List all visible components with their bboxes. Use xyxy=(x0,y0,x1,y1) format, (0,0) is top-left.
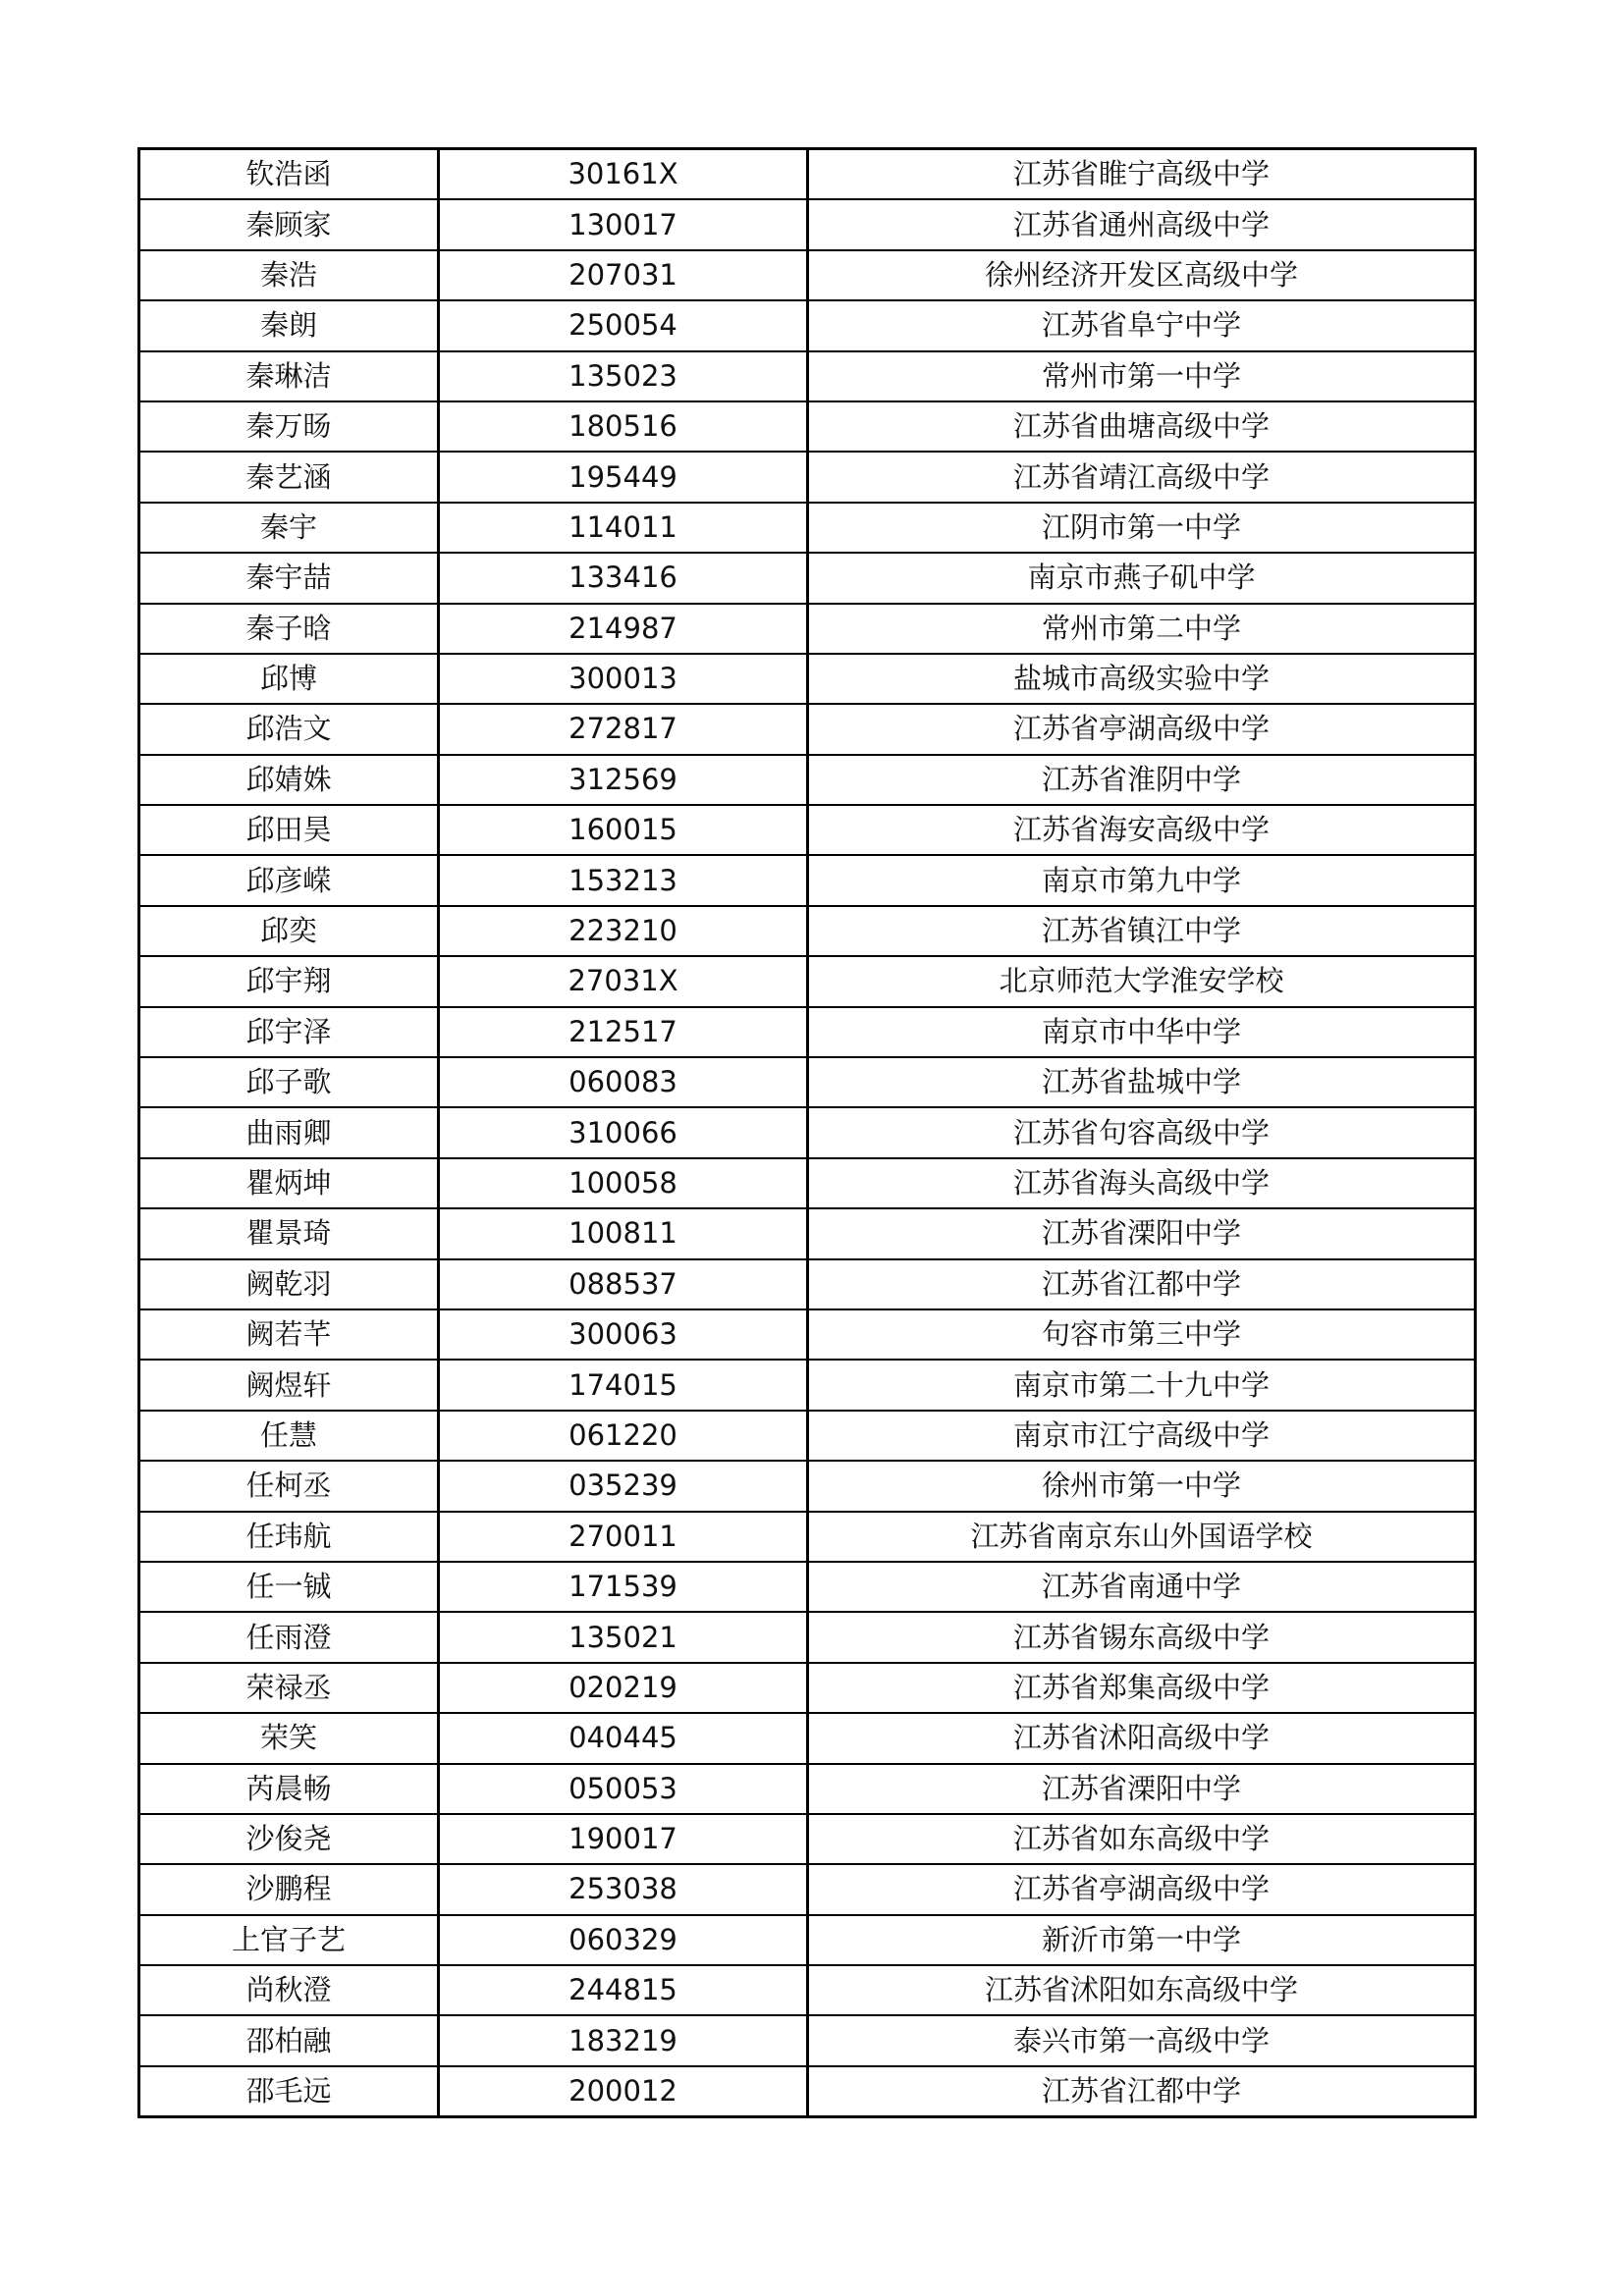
student-id-cell: 250054 xyxy=(439,300,808,350)
student-id-cell: 30161X xyxy=(439,149,808,200)
student-id-cell: 253038 xyxy=(439,1864,808,1914)
student-name-cell: 尚秋澄 xyxy=(139,1965,439,2015)
student-id-cell: 174015 xyxy=(439,1360,808,1410)
school-cell: 江苏省南京东山外国语学校 xyxy=(808,1512,1476,1562)
school-cell: 江苏省锡东高级中学 xyxy=(808,1612,1476,1662)
table-row xyxy=(139,1965,1476,2015)
table-row xyxy=(139,250,1476,300)
student-name-cell: 曲雨卿 xyxy=(139,1107,439,1157)
school-cell: 盐城市高级实验中学 xyxy=(808,654,1476,704)
student-id-cell: 114011 xyxy=(439,503,808,553)
student-name-cell: 邱婧姝 xyxy=(139,755,439,805)
student-id-cell: 100811 xyxy=(439,1208,808,1258)
student-id-cell: 310066 xyxy=(439,1107,808,1157)
school-cell: 江阴市第一中学 xyxy=(808,503,1476,553)
table-row xyxy=(139,1915,1476,1965)
student-id-cell: 195449 xyxy=(439,452,808,502)
school-cell: 江苏省镇江中学 xyxy=(808,906,1476,956)
student-id-cell: 207031 xyxy=(439,250,808,300)
school-cell: 江苏省靖江高级中学 xyxy=(808,452,1476,502)
table-row xyxy=(139,1612,1476,1662)
student-id-cell: 133416 xyxy=(439,553,808,603)
school-cell: 江苏省江都中学 xyxy=(808,1259,1476,1309)
school-cell: 江苏省南通中学 xyxy=(808,1562,1476,1612)
school-cell: 泰兴市第一高级中学 xyxy=(808,2015,1476,2065)
table-row xyxy=(139,654,1476,704)
table-row xyxy=(139,553,1476,603)
student-name-cell: 秦子晗 xyxy=(139,604,439,654)
student-id-cell: 200012 xyxy=(439,2066,808,2117)
student-name-cell: 邱浩文 xyxy=(139,704,439,754)
student-id-cell: 171539 xyxy=(439,1562,808,1612)
school-cell: 徐州经济开发区高级中学 xyxy=(808,250,1476,300)
school-cell: 江苏省句容高级中学 xyxy=(808,1107,1476,1157)
student-name-cell: 任慧 xyxy=(139,1411,439,1461)
student-name-cell: 秦琳洁 xyxy=(139,351,439,401)
student-name-cell: 秦宇 xyxy=(139,503,439,553)
school-cell: 江苏省盐城中学 xyxy=(808,1057,1476,1107)
table-row xyxy=(139,704,1476,754)
table-row xyxy=(139,1259,1476,1309)
table-row xyxy=(139,1663,1476,1713)
student-name-cell: 邱彦嵘 xyxy=(139,855,439,905)
student-name-cell: 任玮航 xyxy=(139,1512,439,1562)
school-cell: 南京市第二十九中学 xyxy=(808,1360,1476,1410)
student-id-cell: 300063 xyxy=(439,1309,808,1360)
table-row xyxy=(139,1411,1476,1461)
school-cell: 江苏省通州高级中学 xyxy=(808,199,1476,249)
student-id-cell: 130017 xyxy=(439,199,808,249)
student-name-cell: 秦顾家 xyxy=(139,199,439,249)
table-row xyxy=(139,1864,1476,1914)
student-id-cell: 060329 xyxy=(439,1915,808,1965)
table-row xyxy=(139,351,1476,401)
student-name-cell: 任柯丞 xyxy=(139,1461,439,1511)
student-name-cell: 秦宇喆 xyxy=(139,553,439,603)
school-cell: 南京市江宁高级中学 xyxy=(808,1411,1476,1461)
table-row xyxy=(139,1309,1476,1360)
table-row xyxy=(139,855,1476,905)
student-name-cell: 秦浩 xyxy=(139,250,439,300)
school-cell: 新沂市第一中学 xyxy=(808,1915,1476,1965)
table-row xyxy=(139,755,1476,805)
student-id-cell: 088537 xyxy=(439,1259,808,1309)
student-roster-table xyxy=(137,147,1477,2118)
table-row xyxy=(139,300,1476,350)
table-row xyxy=(139,452,1476,502)
table-row xyxy=(139,2066,1476,2117)
school-cell: 江苏省溧阳中学 xyxy=(808,1208,1476,1258)
student-name-cell: 荣笑 xyxy=(139,1713,439,1763)
school-cell: 江苏省睢宁高级中学 xyxy=(808,149,1476,200)
school-cell: 句容市第三中学 xyxy=(808,1309,1476,1360)
school-cell: 江苏省溧阳中学 xyxy=(808,1764,1476,1814)
student-id-cell: 153213 xyxy=(439,855,808,905)
student-name-cell: 阙若芊 xyxy=(139,1309,439,1360)
school-cell: 南京市燕子矶中学 xyxy=(808,553,1476,603)
student-id-cell: 100058 xyxy=(439,1158,808,1208)
student-name-cell: 沙俊尧 xyxy=(139,1814,439,1864)
student-id-cell: 244815 xyxy=(439,1965,808,2015)
school-cell: 徐州市第一中学 xyxy=(808,1461,1476,1511)
school-cell: 南京市第九中学 xyxy=(808,855,1476,905)
school-cell: 江苏省沭阳如东高级中学 xyxy=(808,1965,1476,2015)
student-id-cell: 214987 xyxy=(439,604,808,654)
school-cell: 常州市第二中学 xyxy=(808,604,1476,654)
student-id-cell: 180516 xyxy=(439,401,808,452)
table-row xyxy=(139,805,1476,855)
table-row xyxy=(139,1512,1476,1562)
student-id-cell: 050053 xyxy=(439,1764,808,1814)
table-row xyxy=(139,1713,1476,1763)
student-id-cell: 272817 xyxy=(439,704,808,754)
school-cell: 南京市中华中学 xyxy=(808,1007,1476,1057)
student-id-cell: 300013 xyxy=(439,654,808,704)
student-name-cell: 沙鹏程 xyxy=(139,1864,439,1914)
student-name-cell: 邱奕 xyxy=(139,906,439,956)
table-row xyxy=(139,1007,1476,1057)
student-name-cell: 上官子艺 xyxy=(139,1915,439,1965)
table-row xyxy=(139,1360,1476,1410)
student-id-cell: 040445 xyxy=(439,1713,808,1763)
student-name-cell: 邵毛远 xyxy=(139,2066,439,2117)
school-cell: 江苏省郑集高级中学 xyxy=(808,1663,1476,1713)
student-id-cell: 135021 xyxy=(439,1612,808,1662)
table-row xyxy=(139,1461,1476,1511)
school-cell: 北京师范大学淮安学校 xyxy=(808,956,1476,1006)
table-row xyxy=(139,401,1476,452)
table-row xyxy=(139,604,1476,654)
school-cell: 江苏省如东高级中学 xyxy=(808,1814,1476,1864)
student-name-cell: 荣禄丞 xyxy=(139,1663,439,1713)
student-name-cell: 秦艺涵 xyxy=(139,452,439,502)
table-row xyxy=(139,1562,1476,1612)
student-name-cell: 钦浩函 xyxy=(139,149,439,200)
student-id-cell: 035239 xyxy=(439,1461,808,1511)
school-cell: 江苏省亭湖高级中学 xyxy=(808,704,1476,754)
student-name-cell: 秦万旸 xyxy=(139,401,439,452)
student-id-cell: 270011 xyxy=(439,1512,808,1562)
student-name-cell: 邵柏融 xyxy=(139,2015,439,2065)
table-row xyxy=(139,1208,1476,1258)
student-id-cell: 212517 xyxy=(439,1007,808,1057)
student-name-cell: 秦朗 xyxy=(139,300,439,350)
school-cell: 江苏省亭湖高级中学 xyxy=(808,1864,1476,1914)
school-cell: 江苏省海头高级中学 xyxy=(808,1158,1476,1208)
student-id-cell: 183219 xyxy=(439,2015,808,2065)
roster-table-body xyxy=(139,149,1476,2117)
student-name-cell: 阙乾羽 xyxy=(139,1259,439,1309)
table-row xyxy=(139,1107,1476,1157)
table-row xyxy=(139,199,1476,249)
table-row xyxy=(139,149,1476,200)
table-row xyxy=(139,2015,1476,2065)
student-name-cell: 芮晨畅 xyxy=(139,1764,439,1814)
student-name-cell: 任一铖 xyxy=(139,1562,439,1612)
school-cell: 江苏省沭阳高级中学 xyxy=(808,1713,1476,1763)
student-id-cell: 135023 xyxy=(439,351,808,401)
school-cell: 江苏省阜宁中学 xyxy=(808,300,1476,350)
student-id-cell: 312569 xyxy=(439,755,808,805)
student-id-cell: 223210 xyxy=(439,906,808,956)
student-name-cell: 邱子歌 xyxy=(139,1057,439,1107)
table-row xyxy=(139,1057,1476,1107)
student-name-cell: 任雨澄 xyxy=(139,1612,439,1662)
student-name-cell: 瞿景琦 xyxy=(139,1208,439,1258)
school-cell: 江苏省海安高级中学 xyxy=(808,805,1476,855)
student-name-cell: 瞿炳坤 xyxy=(139,1158,439,1208)
table-row xyxy=(139,1158,1476,1208)
student-id-cell: 061220 xyxy=(439,1411,808,1461)
student-id-cell: 190017 xyxy=(439,1814,808,1864)
school-cell: 江苏省江都中学 xyxy=(1041,2074,1241,2109)
table-row xyxy=(139,503,1476,553)
student-name-cell: 邱宇泽 xyxy=(139,1007,439,1057)
table-row xyxy=(139,956,1476,1006)
student-name-cell: 邱博 xyxy=(139,654,439,704)
school-cell: 常州市第一中学 xyxy=(808,351,1476,401)
student-name-cell: 阙煜轩 xyxy=(139,1360,439,1410)
table-row xyxy=(139,906,1476,956)
student-name-cell: 邱田昊 xyxy=(139,805,439,855)
table-row xyxy=(139,1814,1476,1864)
student-id-cell: 020219 xyxy=(439,1663,808,1713)
school-cell: 江苏省淮阴中学 xyxy=(808,755,1476,805)
table-row xyxy=(139,1764,1476,1814)
student-name-cell: 邱宇翔 xyxy=(139,956,439,1006)
school-cell: 江苏省曲塘高级中学 xyxy=(808,401,1476,452)
student-id-cell: 160015 xyxy=(439,805,808,855)
student-id-cell: 27031X xyxy=(439,956,808,1006)
student-id-cell: 060083 xyxy=(439,1057,808,1107)
